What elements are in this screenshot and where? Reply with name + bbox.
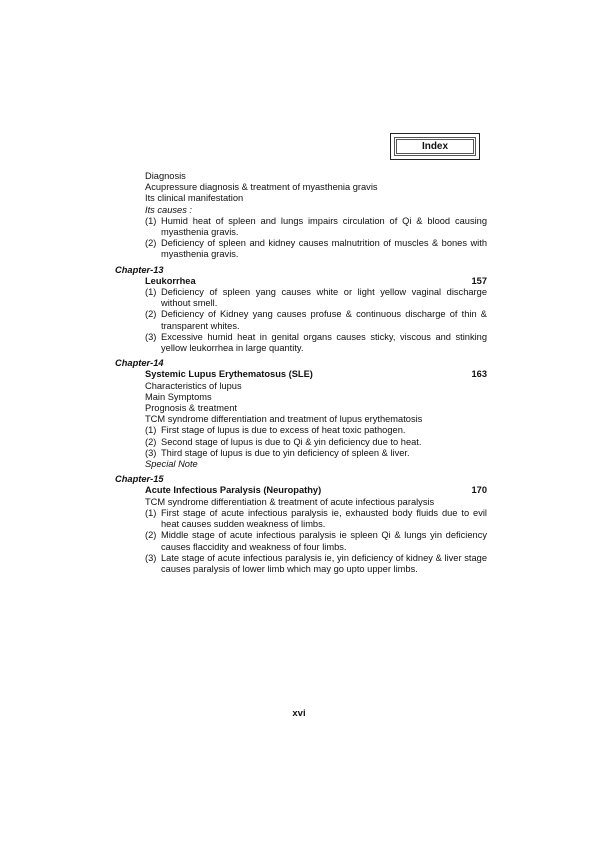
chapter-label: Chapter-13: [115, 264, 164, 275]
item-text: Second stage of lupus is due to Qi & yin deficiency due to heat.: [161, 436, 422, 447]
list-item: [115, 530, 487, 552]
intro-line: Diagnosis: [145, 171, 186, 181]
list-item: [115, 425, 487, 436]
list-item: [115, 448, 487, 459]
contents-list: [115, 171, 487, 575]
index-label: Index: [421, 141, 449, 152]
topic-line: TCM syndrome differentiation and treatment of lupus erythematosis: [145, 414, 423, 425]
item-text: Humid heat of spleen and lungs impairs circulation of Qi & blood causing myasthenia gravis.: [161, 215, 487, 238]
list-item: [115, 216, 487, 238]
item-number: (3): [145, 552, 157, 563]
intro-section: [115, 171, 487, 261]
item-number: (1): [145, 507, 157, 518]
list-item: [115, 309, 487, 331]
list-item: [115, 437, 487, 448]
topic-line: TCM syndrome differentiation & treatment of acute infectious paralysis: [145, 496, 435, 507]
item-text: Middle stage of acute infectious paralysis ie spleen Qi & lungs yin deficiency causes flaccidity and weakness of four limbs.: [161, 530, 487, 552]
chapter-title-row: [115, 485, 487, 496]
item-text: Deficiency of Kidney yang causes profuse & continuous discharge of thin & transparent whites.: [161, 309, 487, 331]
chapter-title-row: [115, 276, 487, 287]
chapter-title-row: [115, 369, 487, 380]
intro-line: Acupressure diagnosis & treatment of myasthenia gravis: [145, 182, 378, 193]
list-item: [115, 553, 487, 575]
chapter-label: Chapter-14: [115, 358, 164, 369]
chapter-title: Leukorrhea: [145, 275, 196, 286]
item-number: (3): [145, 447, 157, 458]
item-text: Deficiency of spleen and kidney causes malnutrition of muscles & bones with myasthenia gravis.: [161, 238, 487, 260]
list-item: [115, 508, 487, 530]
causes-label: Its causes :: [145, 204, 193, 215]
topic-line: Main Symptoms: [145, 391, 212, 402]
item-number: (1): [145, 215, 157, 226]
chapter-page-number: 163: [471, 369, 487, 380]
item-text: Deficiency of spleen yang causes white or light yellow vaginal discharge without smell.: [161, 287, 487, 309]
chapter-15-section: [115, 474, 487, 575]
item-number: (2): [145, 436, 157, 447]
item-text: First stage of lupus is due to excess of heat toxic pathogen.: [161, 425, 406, 436]
chapter-label: Chapter-15: [115, 474, 164, 485]
chapter-13-section: [115, 265, 487, 355]
item-text: First stage of acute infectious paralysis ie, exhausted body fluids due to evil heat causes sudden weakness of limbs.: [161, 507, 487, 530]
intro-line: Its clinical manifestation: [145, 193, 244, 204]
list-item: [115, 332, 487, 354]
topic-line: Characteristics of lupus: [145, 380, 242, 391]
item-number: (2): [145, 530, 157, 541]
chapter-page-number: 170: [471, 485, 487, 496]
item-text: Third stage of lupus is due to yin deficiency of spleen & liver.: [161, 447, 410, 458]
item-text: Late stage of acute infectious paralysis ie, yin deficiency of kidney & liver stage causes paralysis of lower limb which may go upto upper limbs.: [161, 552, 487, 574]
index-header-box: [390, 133, 480, 160]
chapter-14-section: [115, 358, 487, 470]
chapter-title: Acute Infectious Paralysis (Neuropathy): [145, 485, 322, 496]
page-number: xvi: [292, 708, 306, 719]
list-item: [115, 287, 487, 309]
item-number: (2): [145, 309, 157, 320]
item-number: (1): [145, 287, 157, 298]
item-number: (3): [145, 331, 157, 342]
list-item: [115, 238, 487, 260]
chapter-title: Systemic Lupus Erythematosus (SLE): [145, 369, 313, 380]
item-number: (2): [145, 238, 157, 249]
topic-line: Prognosis & treatment: [145, 403, 237, 414]
special-note-label: Special Note: [145, 459, 198, 470]
item-text: Excessive humid heat in genital organs causes sticky, viscous and stinking yellow leukorrhea in large quantity.: [161, 331, 487, 354]
chapter-page-number: 157: [471, 275, 487, 286]
item-number: (1): [145, 425, 157, 436]
